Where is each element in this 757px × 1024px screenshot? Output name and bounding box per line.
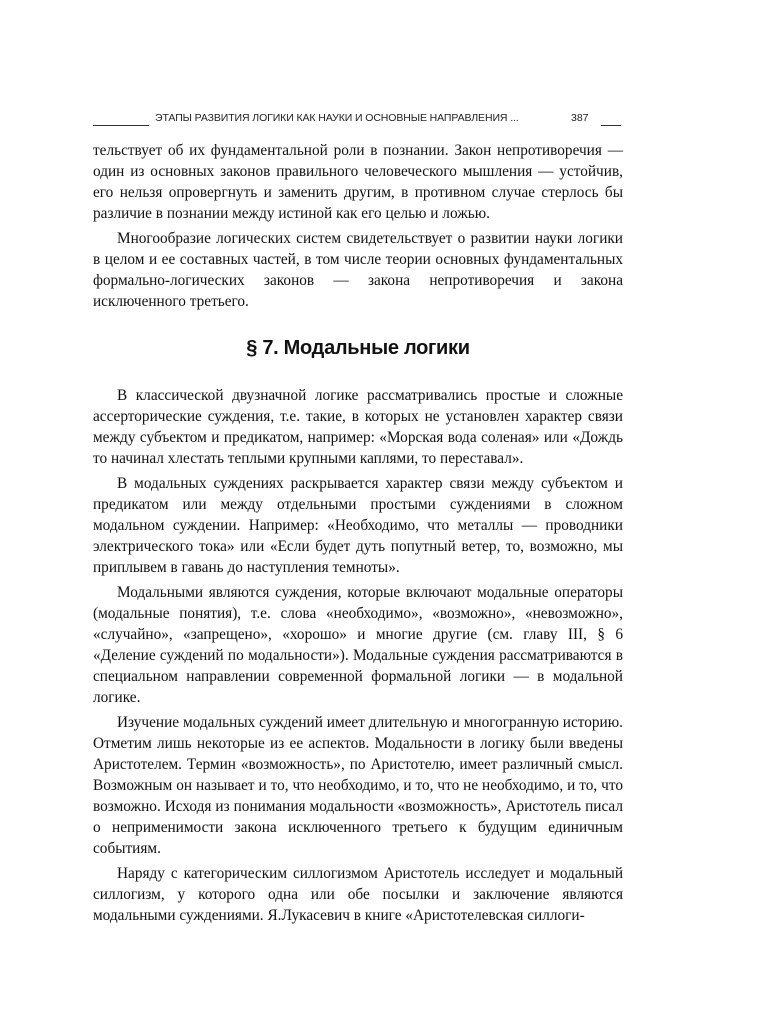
- paragraph: тельствует об их фундаментальной роли в познании. Закон непротиворечия — один из основных законов правильного человеческого мышления — устойчив, его нельзя опровергнуть и заменить другим, в противном случае стерлось бы различие в познании между истиной как его целью и ложью.: [93, 142, 623, 222]
- header-rule-right: [601, 125, 621, 126]
- paragraph: Многообразие логических систем свидетельствует о развитии науки логики в целом и ее составных частей, в том числе теории основных фундаментальных формально-логических законов — закона непротиворечия и закона исключенного третьего.: [93, 230, 623, 310]
- paragraph: Изучение модальных суждений имеет длительную и многогранную историю. Отметим лишь некоторые из ее аспектов. Модальности в логику были введены Аристотелем. Термин «возможность», по Аристотелю, имеет различный смысл. Возможным он называет и то, что необходимо, и то, что не необходимо, и то, что возможно. Исходя из понимания модальности «возможность», Аристотель писал о неприменимости закона исключенного третьего к будущим единичным событиям.: [93, 714, 623, 857]
- paragraph: Модальными являются суждения, которые включают модальные операторы (модальные понятия), т.е. слова «необходимо», «возможно», «невозможно», «случайно», «запрещено», «хорошо» и многие другие (см. главу III, § 6 «Деление суждений по модальности»). Модальные суждения рассматриваются в специальном направлении современной формальной логики — в модальной логике.: [93, 584, 623, 706]
- header-rule-left: [93, 125, 149, 126]
- header-title: ЭТАПЫ РАЗВИТИЯ ЛОГИКИ КАК НАУКИ И ОСНОВНЫЕ НАПРАВЛЕНИЯ ...: [155, 112, 519, 124]
- running-header: [93, 112, 621, 128]
- paragraph: Наряду с категорическим силлогизмом Аристотель исследует и модальный силлогизм, у которого одна или обе посылки и заключение являются модальными суждениями. Я.Лукасевич в книге «Аристотелевская силлоги-: [93, 865, 623, 924]
- paragraph: В классической двузначной логике рассматривались простые и сложные ассерторические суждения, т.е. такие, в которых не установлен характер связи между субъектом и предикатом, например: «Морская вода соленая» или «Дождь то начинал хлестать теплыми крупными каплями, то переставал».: [93, 387, 623, 467]
- page-number: 387: [571, 112, 589, 124]
- page-body: [93, 140, 623, 926]
- paragraph: В модальных суждениях раскрывается характер связи между субъектом и предикатом или между отдельными простыми суждениями в сложном модальном суждении. Например: «Необходимо, что металлы — проводники электрического тока» или «Если будет дуть попутный ветер, то, возможно, мы приплывем в гавань до наступления темноты».: [93, 475, 623, 576]
- section-heading: § 7. Модальные логики: [246, 337, 470, 359]
